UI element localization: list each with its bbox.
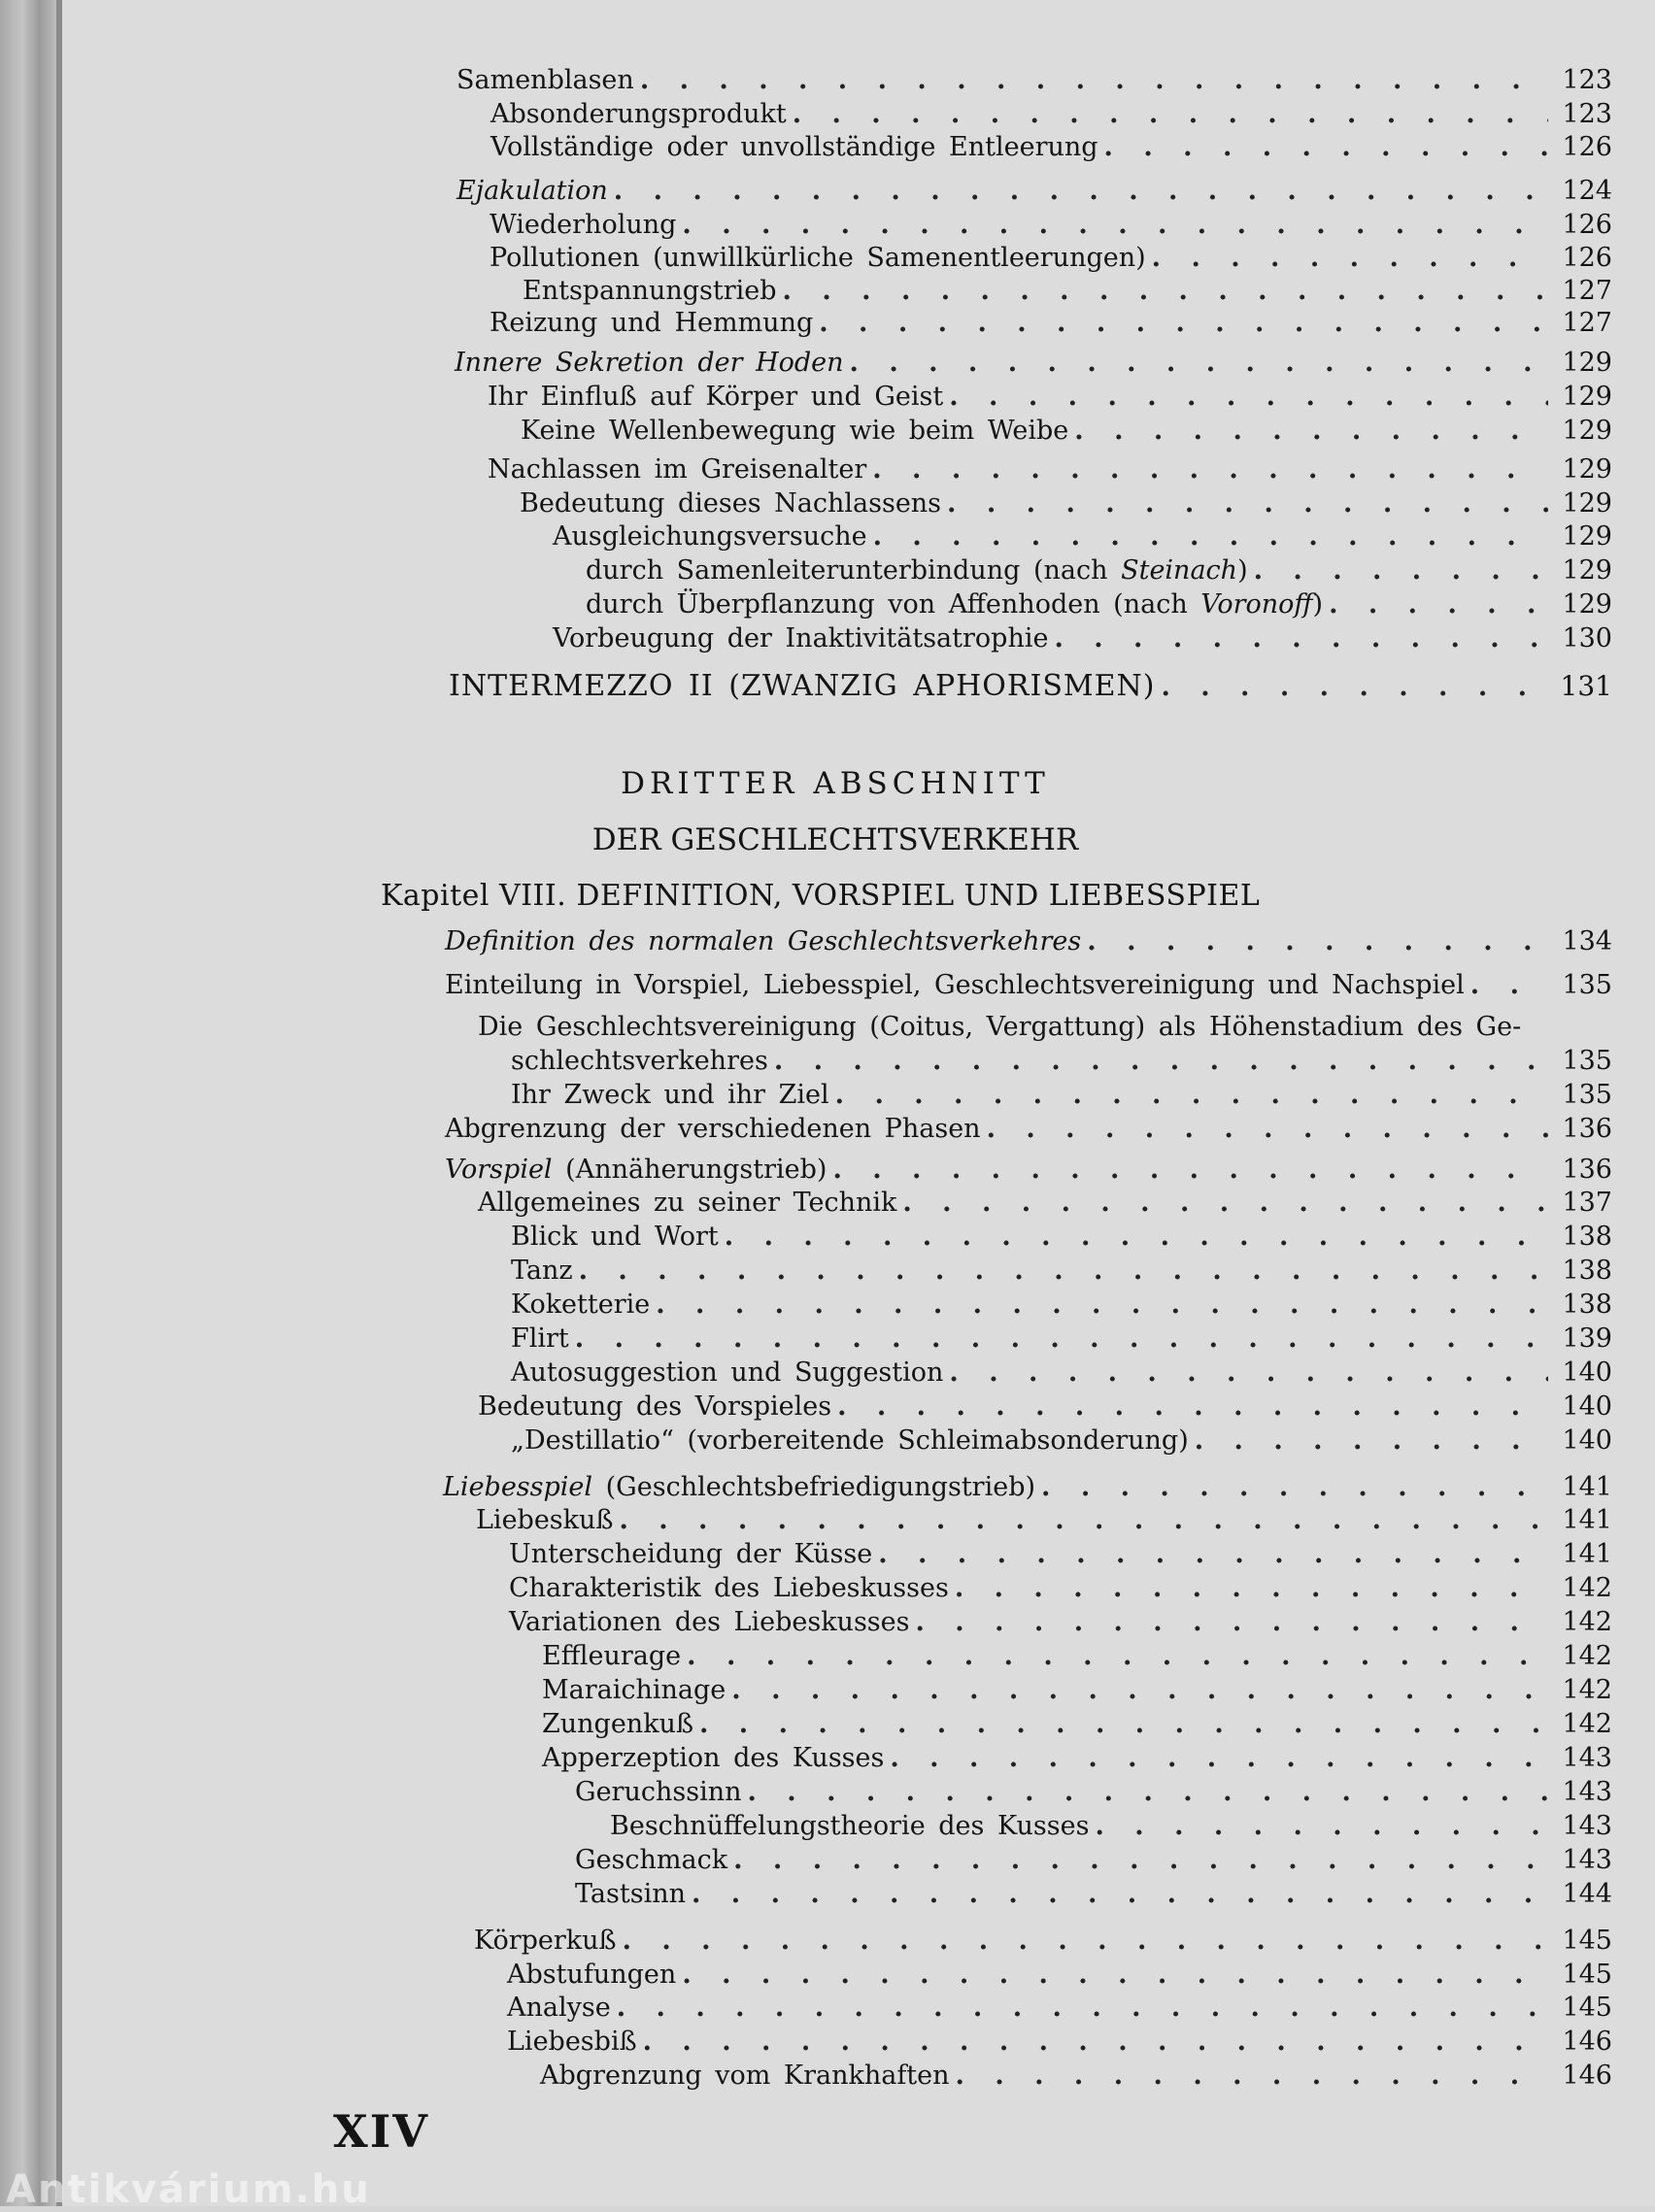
toc-entry-page: 127 — [1562, 308, 1612, 338]
toc-entry — [511, 1424, 1612, 1458]
leader-dots — [890, 1742, 1548, 1775]
toc-entry-title: Entspannungstrieb — [523, 276, 777, 306]
toc-entry-title: Ihr Einfluß auf Körper und Geist — [488, 382, 944, 412]
toc-entry-page: 129 — [1562, 521, 1612, 552]
toc-entry — [478, 1187, 1612, 1220]
toc-entry-title: Bedeutung des Vorspieles — [478, 1391, 832, 1422]
leader-dots — [733, 1844, 1548, 1877]
toc-entry — [511, 1289, 1612, 1322]
leader-dots — [619, 1504, 1548, 1537]
toc-entry — [490, 209, 1612, 242]
toc-entry — [445, 1154, 1612, 1187]
leader-dots — [682, 1959, 1548, 1992]
toc-entry-page: 129 — [1562, 382, 1612, 412]
toc-entry-page: 126 — [1562, 210, 1612, 240]
leader-dots — [835, 1079, 1548, 1112]
leader-dots — [640, 64, 1548, 97]
toc-entry-page: 136 — [1562, 1155, 1612, 1185]
toc-entry-title: Vorspiel (Annäherungstrieb) — [445, 1155, 828, 1185]
toc-entry-title: Variationen des Liebeskusses — [509, 1607, 910, 1637]
toc-entry-page: 142 — [1562, 1709, 1612, 1739]
toc-entry-page: 129 — [1562, 589, 1612, 620]
toc-entry — [521, 415, 1612, 448]
leader-dots — [902, 1187, 1548, 1220]
toc-entry — [553, 520, 1612, 553]
toc-entry — [488, 381, 1612, 414]
leader-dots — [819, 307, 1548, 340]
leader-dots — [1470, 969, 1548, 1002]
toc-entry-title: Vollständige oder unvollständige Entleerung — [490, 132, 1098, 162]
toc-entry-title: Zungenkuß — [542, 1709, 693, 1739]
toc-entry-page: 129 — [1562, 555, 1612, 586]
leader-dots — [1074, 415, 1548, 448]
toc-entry-page: 137 — [1562, 1188, 1612, 1218]
leader-dots — [956, 2060, 1548, 2093]
leader-dots — [614, 175, 1548, 208]
toc-entry-title: Bedeutung dieses Nachlassens — [520, 488, 942, 519]
toc-entry-title: Blick und Wort — [511, 1222, 719, 1252]
toc-entry — [610, 1810, 1612, 1843]
toc-entry-title: Ihr Zweck und ihr Ziel — [511, 1080, 829, 1110]
leader-dots — [1195, 1424, 1548, 1458]
toc-entry-page: 124 — [1562, 176, 1612, 206]
toc-entry-title: Absonderungsprodukt — [490, 99, 787, 129]
leader-dots — [1041, 1471, 1548, 1504]
toc-entry-title: Allgemeines zu seiner Technik — [478, 1188, 897, 1218]
toc-entry-page: 131 — [1560, 670, 1612, 702]
toc-entry-page: 142 — [1562, 1573, 1612, 1603]
toc-entry — [575, 1878, 1612, 1911]
toc-entry-title: Liebesspiel (Geschlechtsbefriedigungstrieb) — [443, 1472, 1036, 1502]
leader-dots — [872, 453, 1548, 486]
toc-entry-title: Abstufungen — [507, 1960, 677, 1990]
toc-entry-page: 130 — [1562, 623, 1612, 654]
toc-entry-title: Keine Wellenbewegung wie beim Weibe — [521, 416, 1069, 446]
toc-entry-title: Abgrenzung vom Krankhaften — [540, 2061, 950, 2091]
toc-entry-page: 136 — [1562, 1114, 1612, 1144]
toc-entry-page: 143 — [1562, 1743, 1612, 1773]
toc-entry — [507, 1959, 1612, 1992]
toc-entry-title: Körperkuß — [474, 1926, 617, 1956]
toc-entry — [511, 1221, 1612, 1254]
chapter-title: Kapitel VIII. DEFINITION, VORSPIEL UND LIEBESSPIEL — [381, 879, 1261, 913]
toc-entry-label: Vorspiel — [445, 1155, 553, 1185]
toc-entry-title: Effleurage — [542, 1641, 682, 1671]
toc-entry-title: „Destillatio“ (vorbereitende Schleimabsonderung) — [511, 1425, 1189, 1456]
toc-entry — [474, 1925, 1612, 1958]
toc-entry — [456, 175, 1612, 208]
toc-entry — [509, 1572, 1612, 1605]
toc-entry-page: 145 — [1562, 1960, 1612, 1990]
toc-entry-title: Maraichinage — [542, 1675, 726, 1705]
leader-dots — [850, 347, 1548, 380]
toc-entry-page: 144 — [1562, 1879, 1612, 1909]
toc-entry-title: Vorbeugung der Inaktivitätsatrophie — [553, 623, 1049, 654]
toc-entry — [455, 347, 1612, 380]
leader-dots — [1161, 671, 1548, 704]
toc-entry-page: 129 — [1562, 454, 1612, 485]
toc-entry-page: 142 — [1562, 1607, 1612, 1637]
leader-dots — [955, 1572, 1548, 1605]
toc-entry-title: Tanz — [511, 1256, 573, 1286]
watermark: Antikvárium.hu — [6, 2167, 371, 2212]
toc-entry-title: Ausgleichungsversuche — [553, 521, 867, 552]
toc-entry-page: 135 — [1562, 1080, 1612, 1110]
toc-entry-page: 139 — [1562, 1324, 1612, 1354]
leader-dots — [916, 1606, 1549, 1639]
leader-dots — [793, 98, 1548, 131]
leader-dots — [987, 1113, 1548, 1146]
leader-dots — [725, 1221, 1548, 1254]
toc-entry — [575, 1844, 1612, 1877]
toc-entry-title: Definition des normalen Geschlechtsverkehres — [445, 926, 1082, 956]
toc-entry-title: INTERMEZZO II (ZWANZIG APHORISMEN) — [449, 669, 1156, 703]
toc-entry-page: 135 — [1562, 1046, 1612, 1076]
leader-dots — [1087, 925, 1548, 958]
toc-entry — [553, 622, 1612, 655]
toc-entry-title: Koketterie — [511, 1290, 651, 1320]
toc-entry-title: Flirt — [511, 1324, 569, 1354]
toc-entry-page: 138 — [1562, 1222, 1612, 1252]
toc-entry-title: Reizung und Hemmung — [490, 308, 814, 338]
toc-entry-title: Tastsinn — [575, 1879, 686, 1909]
toc-entry-title: schlechtsverkehres — [511, 1046, 768, 1076]
leader-dots — [832, 1154, 1548, 1187]
toc-entry — [490, 98, 1612, 131]
leader-dots — [878, 1538, 1548, 1571]
toc-entry — [542, 1742, 1612, 1775]
toc-entry — [490, 307, 1612, 340]
toc-entry — [476, 1504, 1612, 1537]
toc-entry-page: 145 — [1562, 1926, 1612, 1956]
toc-entry — [490, 242, 1612, 275]
toc-entry-title: durch Überpflanzung von Affenhoden (nach Voronoff) — [586, 589, 1324, 620]
leader-dots — [947, 487, 1548, 520]
toc-entry-title: Beschnüffelungstheorie des Kusses — [610, 1811, 1090, 1841]
toc-entry-page: 146 — [1562, 2061, 1612, 2091]
leader-dots — [682, 209, 1548, 242]
toc-entry-title: Analyse — [507, 1993, 611, 2023]
toc-entry-page: 140 — [1562, 1425, 1612, 1456]
toc-entry-page: 143 — [1562, 1845, 1612, 1875]
leader-dots — [783, 275, 1548, 308]
toc-entry — [456, 64, 1612, 97]
toc-entry-title: Autosuggestion und Suggestion — [511, 1357, 944, 1388]
toc-entry — [540, 2060, 1612, 2093]
toc-entry-title: Charakteristik des Liebeskusses — [509, 1573, 949, 1603]
leader-dots — [774, 1045, 1548, 1078]
toc-entry-page: 123 — [1562, 99, 1612, 129]
leader-dots — [949, 381, 1548, 414]
toc-entry-page: 141 — [1562, 1505, 1612, 1535]
toc-entry — [586, 554, 1612, 587]
toc-entry-line: Die Geschlechtsvereinigung (Coitus, Vergattung) als Höhenstadium des Ge- — [478, 1012, 1522, 1042]
toc-entry-page: 141 — [1562, 1539, 1612, 1569]
toc-entry-title: Liebesbiß — [507, 2027, 637, 2057]
toc-entry-intermezzo — [449, 670, 1612, 704]
toc-entry-title: Einteilung in Vorspiel, Liebesspiel, Geschlechtsvereinigung und Nachspiel — [445, 970, 1465, 1000]
toc-entry-label: Liebesspiel — [443, 1472, 593, 1502]
toc-entry-page: 141 — [1562, 1472, 1612, 1502]
leader-dots — [731, 1674, 1548, 1707]
toc-entry — [511, 1323, 1612, 1356]
toc-entry — [443, 1471, 1612, 1504]
toc-entry-page: 146 — [1562, 2027, 1612, 2057]
toc-entry-title: Pollutionen (unwillkürliche Samenentleerungen) — [490, 243, 1146, 273]
toc-entry-title: Apperzeption des Kusses — [542, 1743, 885, 1773]
toc-entry-title: Nachlassen im Greisenalter — [488, 454, 867, 485]
leader-dots — [1254, 554, 1548, 587]
toc-entry-page: 145 — [1562, 1993, 1612, 2023]
toc-entry — [478, 1391, 1612, 1424]
toc-entry — [511, 1357, 1612, 1390]
toc-entry-page: 138 — [1562, 1256, 1612, 1286]
leader-dots — [949, 1357, 1548, 1390]
toc-entry-page: 123 — [1562, 65, 1612, 95]
section-subtitle: DER GESCHLECHTSVERKEHR — [591, 822, 1079, 857]
leader-dots — [617, 1992, 1548, 2025]
leader-dots — [692, 1878, 1548, 1911]
leader-dots — [1104, 131, 1548, 164]
toc-entry — [507, 1992, 1612, 2025]
toc-entry — [586, 588, 1612, 621]
toc-entry-title: durch Samenleiterunterbindung (nach Steinach) — [586, 555, 1248, 586]
toc-entry-page: 142 — [1562, 1641, 1612, 1671]
leader-dots — [699, 1708, 1548, 1741]
toc-entry — [445, 925, 1612, 958]
toc-entry — [445, 1113, 1612, 1146]
toc-entry-title: Geschmack — [575, 1845, 728, 1875]
leader-dots — [623, 1925, 1548, 1958]
toc-entry-page: 129 — [1562, 488, 1612, 519]
leader-dots — [873, 520, 1548, 553]
toc-entry — [542, 1674, 1612, 1707]
leader-dots — [656, 1289, 1548, 1322]
toc-entry-page: 143 — [1562, 1777, 1612, 1807]
toc-entry — [520, 487, 1612, 520]
toc-entry-title: Unterscheidung der Küsse — [509, 1539, 873, 1569]
toc-entry — [509, 1606, 1612, 1639]
toc-entry-title: Wiederholung — [490, 210, 677, 240]
toc-entry-page: 126 — [1562, 132, 1612, 162]
person-name: Voronoff — [1200, 589, 1313, 620]
toc-entry — [490, 131, 1612, 164]
toc-entry-title: Liebeskuß — [476, 1505, 614, 1535]
toc-entry-page: 140 — [1562, 1357, 1612, 1388]
toc-entry-page: 138 — [1562, 1290, 1612, 1320]
leader-dots — [837, 1391, 1548, 1424]
toc-entry-title: Abgrenzung der verschiedenen Phasen — [445, 1114, 981, 1144]
leader-dots — [1095, 1810, 1548, 1843]
toc-entry-title: Geruchssinn — [575, 1777, 742, 1807]
toc-entry-page: 129 — [1562, 416, 1612, 446]
toc-entry-page: 140 — [1562, 1391, 1612, 1422]
toc-entry — [575, 1776, 1612, 1809]
toc-entry-title: Ejakulation — [456, 176, 608, 206]
toc-entry — [511, 1045, 1612, 1078]
toc-entry-page: 129 — [1562, 348, 1612, 378]
toc-entry — [542, 1640, 1612, 1673]
leader-dots — [747, 1776, 1548, 1809]
leader-dots — [1329, 588, 1548, 621]
leader-dots — [579, 1255, 1548, 1288]
toc-entry — [511, 1255, 1612, 1288]
toc-entry-page: 126 — [1562, 243, 1612, 273]
leader-dots — [687, 1640, 1548, 1673]
toc-entry — [445, 969, 1612, 1002]
toc-entry-title: Samenblasen — [456, 65, 634, 95]
toc-entry-page: 143 — [1562, 1811, 1612, 1841]
toc-entry — [488, 453, 1612, 486]
leader-dots — [643, 2026, 1548, 2059]
leader-dots — [1054, 622, 1548, 655]
toc-entry-page: 135 — [1562, 970, 1612, 1000]
toc-entry — [509, 1538, 1612, 1571]
person-name: Steinach — [1121, 555, 1238, 586]
toc-entry — [507, 2026, 1612, 2059]
toc-entry — [511, 1079, 1612, 1112]
toc-entry-page: 127 — [1562, 276, 1612, 306]
page-number: XIV — [333, 2105, 429, 2158]
toc-entry — [542, 1708, 1612, 1741]
toc-entry-page: 134 — [1562, 926, 1612, 956]
toc-entry-title: Innere Sekretion der Hoden — [455, 348, 844, 378]
section-title: DRITTER ABSCHNITT — [621, 766, 1050, 801]
leader-dots — [575, 1323, 1548, 1356]
leader-dots — [1152, 242, 1548, 275]
toc-entry-page: 142 — [1562, 1675, 1612, 1705]
toc-entry — [523, 275, 1612, 308]
